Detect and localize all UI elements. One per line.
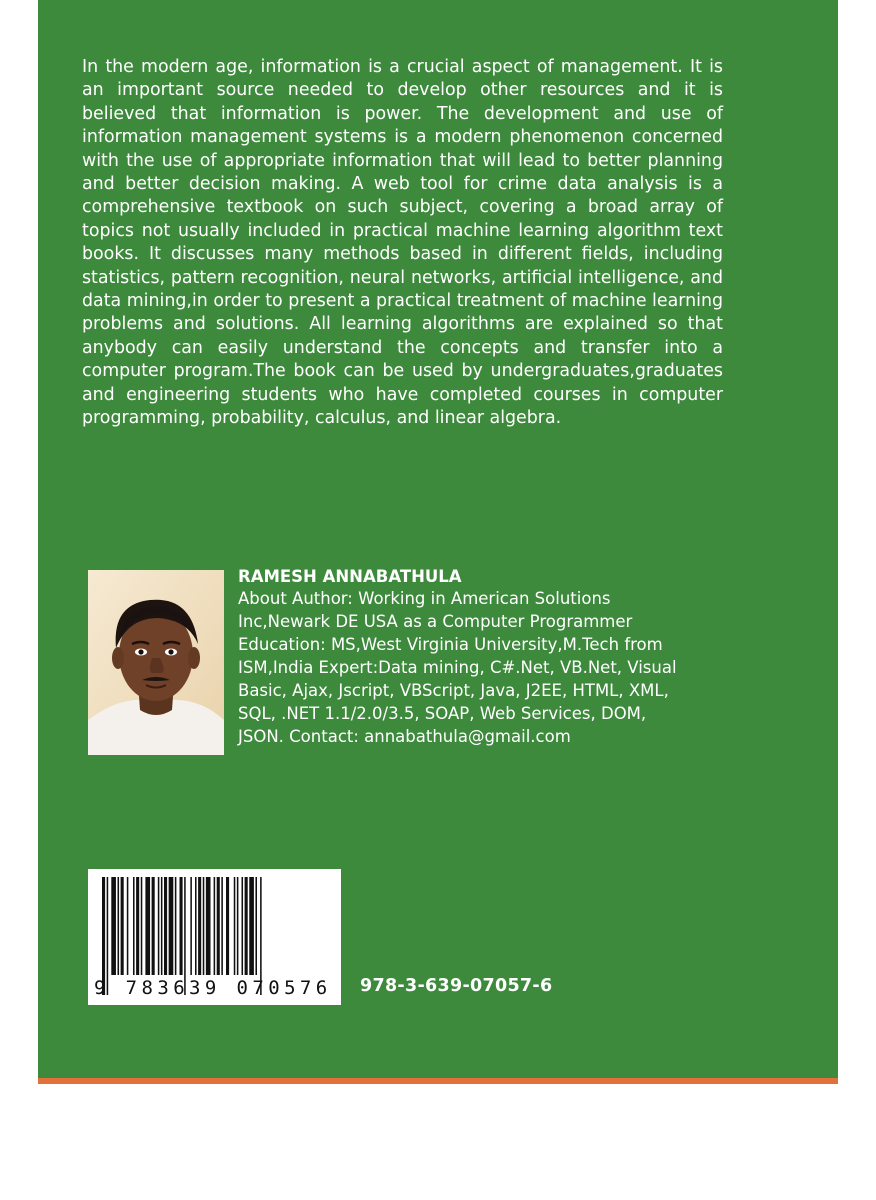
barcode-bar bbox=[127, 877, 129, 975]
barcode-bar bbox=[214, 877, 216, 975]
barcode bbox=[88, 869, 341, 1005]
barcode-bar bbox=[175, 877, 177, 975]
barcode-bar bbox=[245, 877, 248, 975]
barcode-bar bbox=[195, 877, 197, 975]
accent-stripe bbox=[38, 1078, 838, 1084]
barcode-bar bbox=[203, 877, 205, 975]
author-name: RAMESH ANNABATHULA bbox=[238, 567, 462, 586]
barcode-bar bbox=[190, 877, 192, 975]
barcode-bar bbox=[226, 877, 229, 975]
author-bio: About Author: Working in American Solutions Inc,Newark DE USA as a Computer Programmer Education: MS,West Virginia University,M.Tech from ISM,India Expert:Data mining, C#.Net, VB.Net, Visual Basic, Ajax, Jscript, VBScript, Java, J2EE, HTML, XML, SQL, .NET 1.1/2.0/3.5, SOAP, Web Services, DOM, JSON. Contact: annabathula@gmail.com bbox=[238, 589, 677, 746]
barcode-bar bbox=[242, 877, 244, 975]
barcode-bar bbox=[152, 877, 155, 975]
barcode-bar bbox=[198, 877, 201, 975]
book-description: In the modern age, information is a crucial aspect of management. It is an important source needed to develop other resources and it is believed that information is power. The development and use of information management systems is a modern phenomenon concerned with the use of appropriate information that will lead to better planning and better decision making. A web tool for crime data analysis is a comprehensive textbook on such subject, covering a broad array of topics not usually included in practical machine learning algorithm text books. It discusses many methods based in different fields, including statistics, pattern recognition, neural networks, artificial intelligence, and data mining,in order to present a practical treatment of machine learning problems and solutions. All learning algorithms are explained so that anybody can easily understand the concepts and transfer into a computer program.The book can be used by undergraduates,graduates and engineering students who have completed courses in computer programming, probability, calculus, and linear algebra. bbox=[82, 57, 723, 429]
barcode-bar bbox=[164, 877, 167, 975]
barcode-bar bbox=[221, 877, 223, 975]
barcode-digits: 9 783639 070576 bbox=[94, 977, 332, 999]
barcode-bar bbox=[118, 877, 120, 975]
barcode-bar bbox=[217, 877, 220, 975]
barcode-bar bbox=[136, 877, 139, 975]
barcode-bar bbox=[237, 877, 239, 975]
barcode-bar bbox=[121, 877, 124, 975]
barcode-bar bbox=[169, 877, 174, 975]
barcode-bar bbox=[161, 877, 163, 975]
barcode-bar bbox=[158, 877, 160, 975]
barcode-bar bbox=[141, 877, 143, 975]
barcode-bar bbox=[145, 877, 150, 975]
barcode-bar bbox=[111, 877, 116, 975]
author-photo bbox=[88, 570, 224, 755]
barcode-bar bbox=[206, 877, 211, 975]
barcode-bar bbox=[133, 877, 135, 975]
isbn-number: 978-3-639-07057-6 bbox=[360, 976, 553, 996]
barcode-bar bbox=[249, 877, 254, 975]
barcode-bar bbox=[234, 877, 236, 975]
barcode-bar bbox=[180, 877, 183, 975]
barcode-bar bbox=[255, 877, 257, 975]
